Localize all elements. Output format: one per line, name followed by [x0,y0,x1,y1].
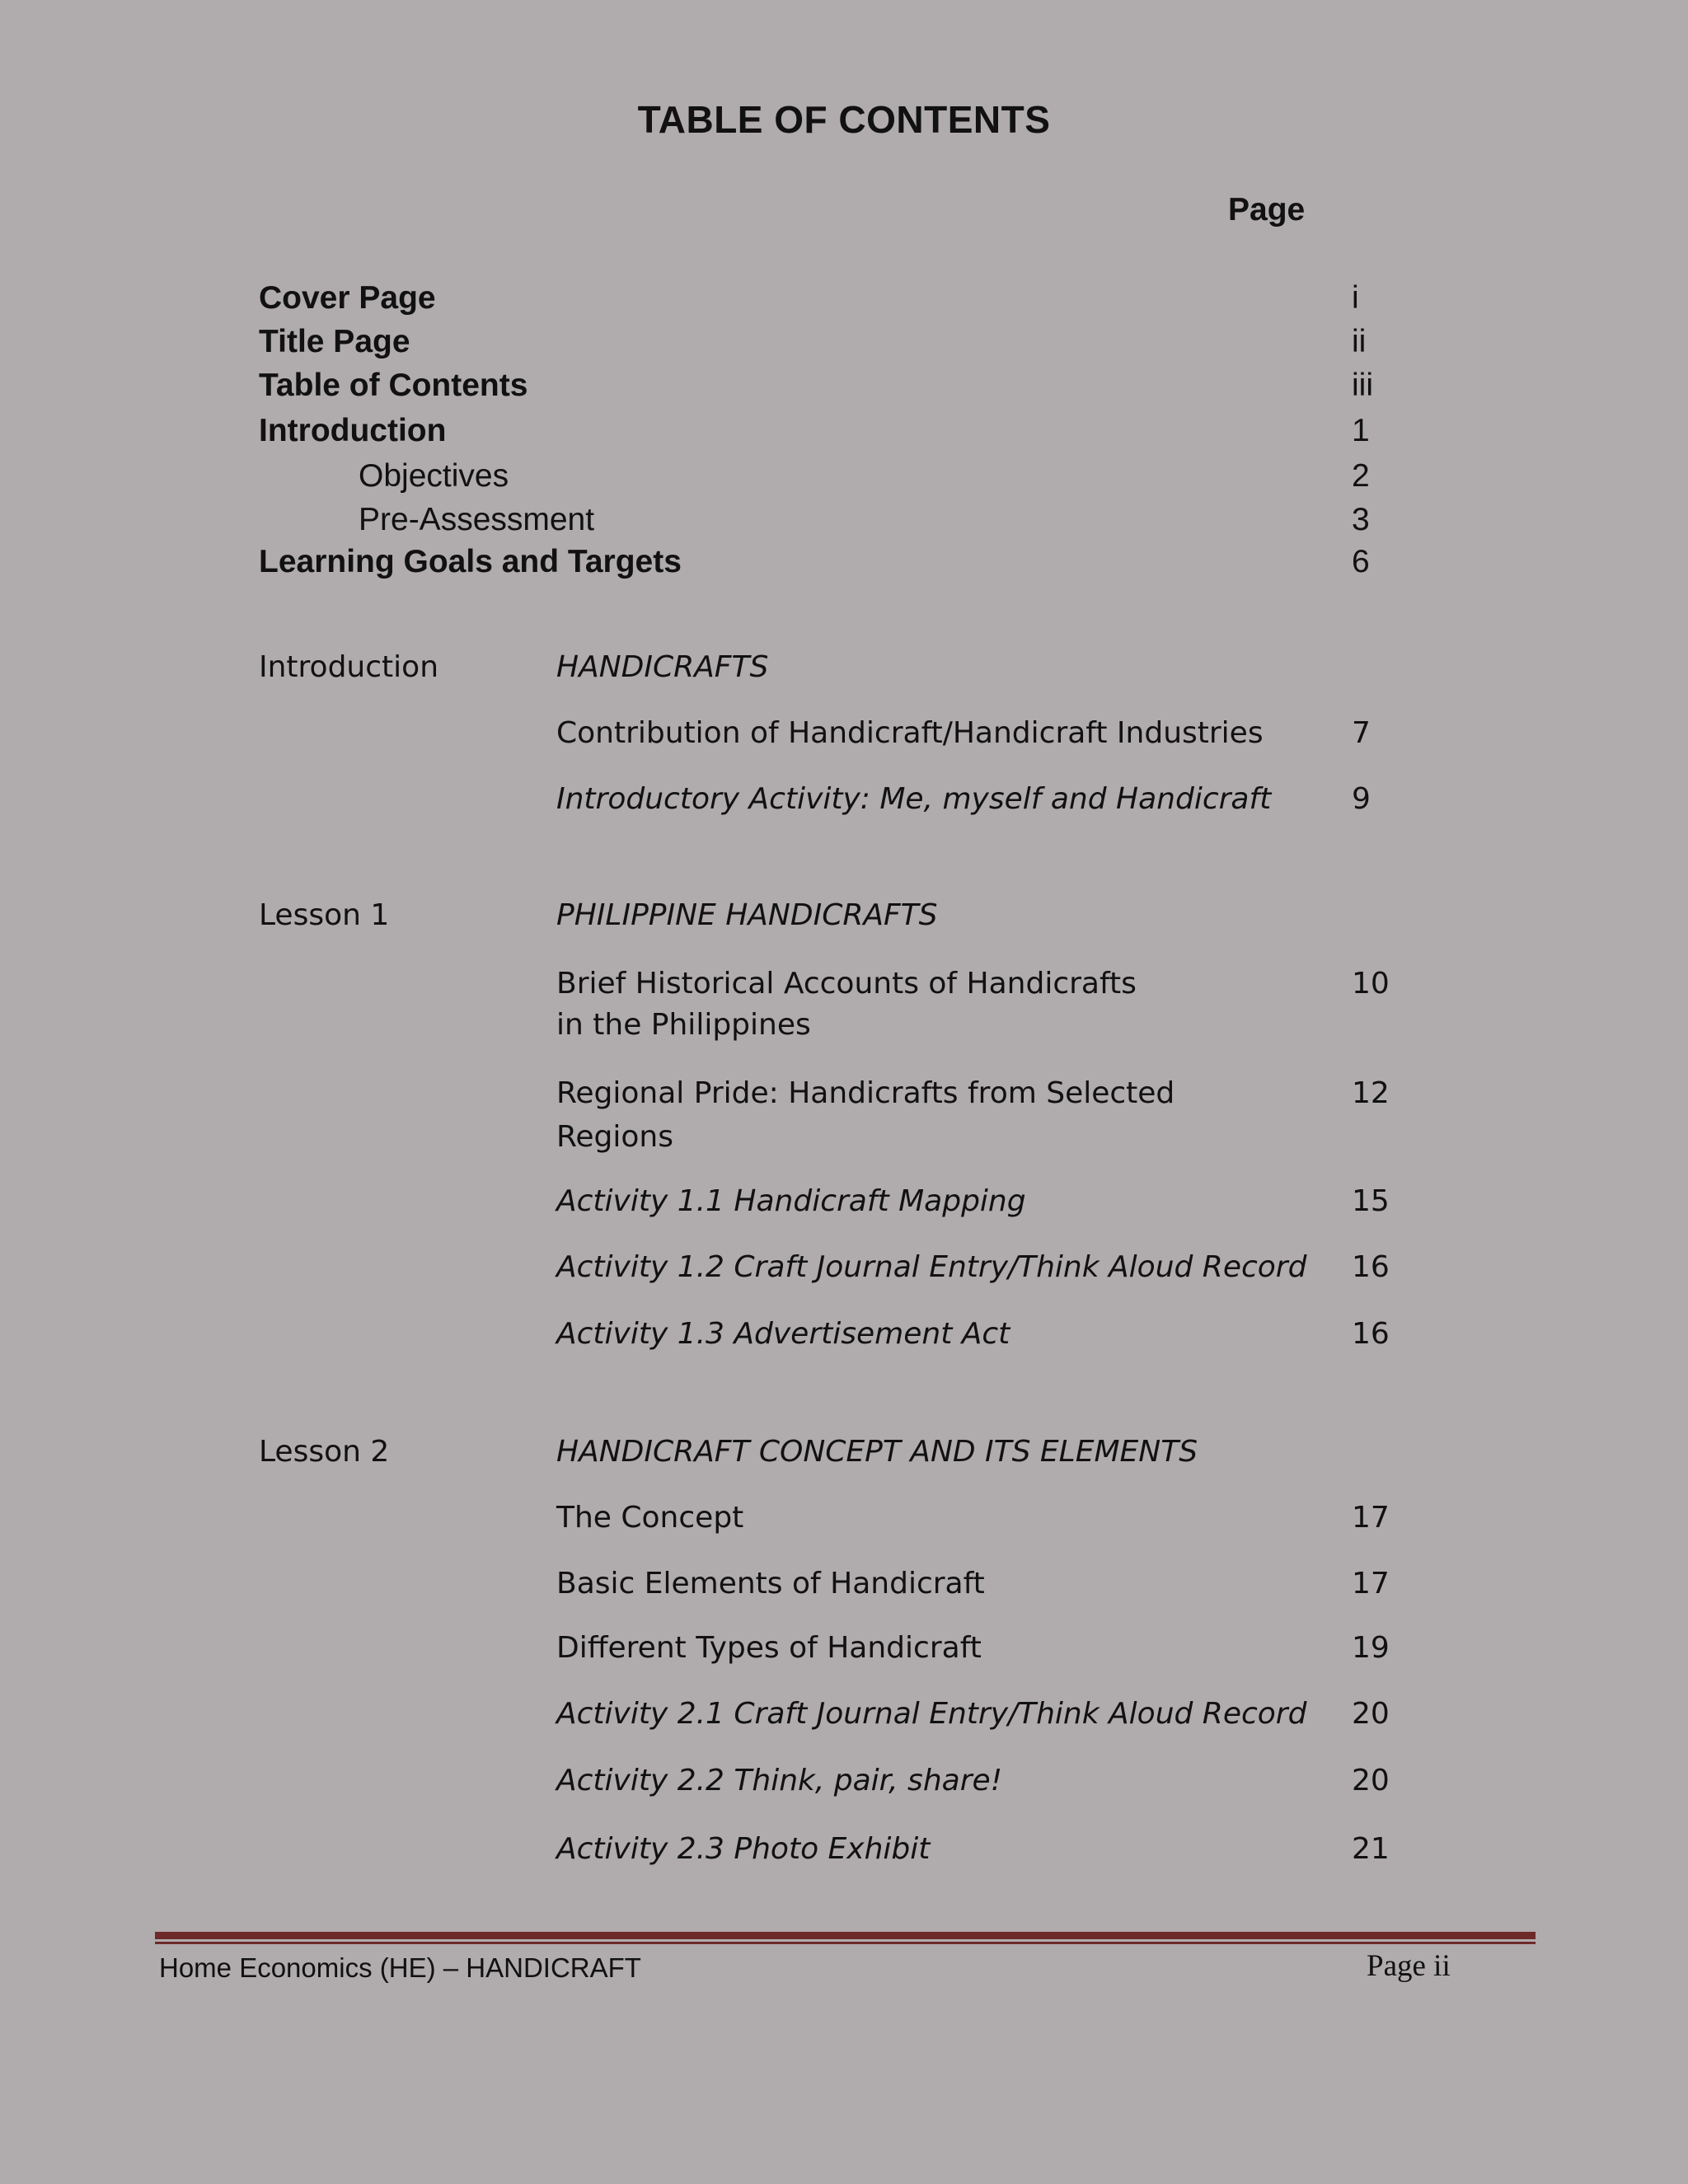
toc-entry: Activity 1.2 Craft Journal Entry/Think Aloud Record [556,1250,1307,1284]
section-heading: HANDICRAFTS [556,650,769,684]
toc-item-table-of-contents: Table of Contents [259,368,528,403]
section-label-introduction: Introduction [259,650,439,684]
footer-course-title: Home Economics (HE) – HANDICRAFT [159,1952,641,1983]
toc-page-number: 16 [1352,1317,1390,1351]
toc-entry: Activity 2.3 Photo Exhibit [556,1832,931,1866]
toc-page-number: 19 [1352,1631,1390,1665]
toc-page-number: 17 [1352,1501,1390,1535]
toc-entry: Activity 2.1 Craft Journal Entry/Think Aloud Record [556,1697,1307,1731]
toc-entry: Contribution of Handicraft/Handicraft Industries [556,716,1264,750]
page-title: TABLE OF CONTENTS [637,98,1051,141]
footer-rule [155,1932,1536,1939]
toc-entry: The Concept [556,1501,744,1535]
toc-page-number: iii [1352,368,1373,403]
toc-item-introduction: Introduction [259,413,447,448]
toc-entry: Basic Elements of Handicraft [556,1567,985,1601]
toc-entry: Activity 2.2 Think, pair, share! [556,1764,1003,1797]
toc-page-number: 3 [1352,502,1370,537]
toc-item-objectives: Objectives [359,458,509,494]
toc-page-number: 1 [1352,413,1370,448]
toc-page-number: 20 [1352,1764,1390,1797]
toc-entry-continuation: in the Philippines [556,1008,811,1042]
toc-item-learning-goals: Learning Goals and Targets [259,544,682,579]
toc-page-number: 2 [1352,458,1370,494]
toc-page-number: 16 [1352,1250,1390,1284]
toc-page-number: ii [1352,324,1367,359]
toc-item-cover-page: Cover Page [259,280,436,316]
toc-item-title-page: Title Page [259,324,410,359]
toc-page-number: 15 [1352,1184,1390,1218]
toc-entry: Activity 1.1 Handicraft Mapping [556,1184,1026,1218]
toc-entry: Introductory Activity: Me, myself and Handicraft [556,782,1272,816]
toc-entry: Brief Historical Accounts of Handicrafts [556,967,1137,1001]
page-column-heading: Page [1228,192,1306,227]
toc-page-number: 7 [1352,716,1371,750]
toc-page-number: 20 [1352,1697,1390,1731]
section-label-lesson-2: Lesson 2 [259,1435,390,1469]
section-heading: PHILIPPINE HANDICRAFTS [556,898,938,932]
toc-page-number: 6 [1352,544,1370,579]
toc-entry: Activity 1.3 Advertisement Act [556,1317,1010,1351]
toc-page-number: 21 [1352,1832,1390,1866]
footer-page-number: Page ii [1367,1949,1451,1983]
toc-page-number: 12 [1352,1076,1390,1110]
toc-entry: Regional Pride: Handicrafts from Selected [556,1076,1175,1110]
footer-rule-thin [155,1942,1536,1944]
toc-page-number: 9 [1352,782,1371,816]
toc-page-number: 17 [1352,1567,1390,1601]
section-heading: HANDICRAFT CONCEPT AND ITS ELEMENTS [556,1435,1198,1469]
toc-item-pre-assessment: Pre-Assessment [359,502,595,537]
toc-entry: Different Types of Handicraft [556,1631,982,1665]
section-label-lesson-1: Lesson 1 [259,898,390,932]
toc-page-number: 10 [1352,967,1390,1001]
toc-page-number: i [1352,280,1359,316]
toc-entry-continuation: Regions [556,1120,673,1154]
